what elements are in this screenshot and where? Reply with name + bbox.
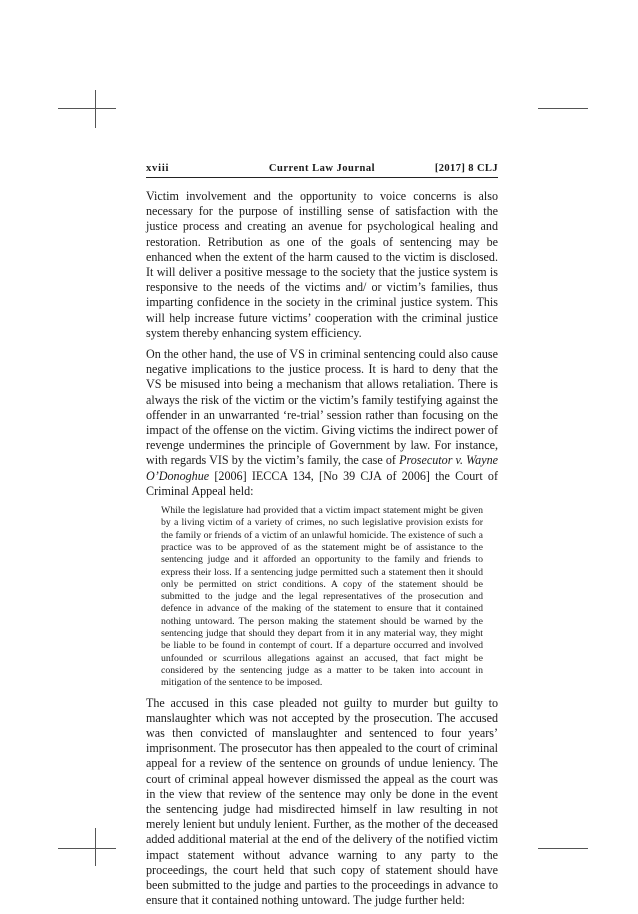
page-number: xviii bbox=[146, 163, 170, 174]
crop-mark-bottom-left-h bbox=[58, 848, 116, 849]
journal-title: Current Law Journal bbox=[268, 163, 376, 174]
crop-mark-bottom-right-h bbox=[538, 848, 588, 849]
crop-mark-top-left-v bbox=[95, 90, 96, 128]
citation: [2017] 8 CLJ bbox=[434, 163, 498, 174]
paragraph-2-citation: [2006] IECCA 134, [No 39 CJA of 2006] the Court of Criminal Appeal held: bbox=[146, 468, 498, 498]
paragraph-3: The accused in this case pleaded not guilty to murder but guilty to manslaughter which was not accepted by the prosecution. The accused was then convicted of manslaughter and sentenced to four years’ imprisonment. The prosecutor has then appealed to the court of criminal appeal for a review of the sentence on grounds of undue leniency. The court of criminal appeal however dismissed the appeal as the court was in the view that review of the sentence may only be done in the event the sentencing judge had misdirected himself in law resulting in not merely lenient but unduly lenient. Further, as the mother of the deceased added additional material at the end of the delivery of the notified victim impact statement without advance warning to any party to the proceedings, the court held that such copy of statement should have been submitted to the judge and parties to the proceedings in advance to ensure that it contained nothing untoward. The judge further held: bbox=[146, 695, 498, 908]
crop-mark-top-right-h bbox=[538, 108, 588, 109]
header-rule bbox=[146, 177, 498, 178]
page-body bbox=[146, 189, 498, 914]
running-header bbox=[146, 163, 498, 177]
paragraph-2 bbox=[146, 347, 498, 499]
case-name: Prosecutor v. Wayne O’Donoghue bbox=[146, 453, 498, 483]
crop-mark-bottom-left-v bbox=[95, 828, 96, 866]
crop-mark-top-left-h bbox=[58, 108, 116, 109]
paragraph-1: Victim involvement and the opportunity to voice concerns is also necessary for the purpose of instilling sense of satisfaction with the justice process and creating an avenue for psychological healing and restoration. Retribution as one of the goals of sentencing may be enhanced when the extent of the harm caused to the victim is disclosed. It will deliver a positive message to the society that the justice system is responsive to the needs of the victims and/ or victim’s families, thus imparting confidence in the society in the criminal justice system. This will help increase future victims’ cooperation with the criminal justice system thereby enhancing system efficiency. bbox=[146, 189, 498, 340]
block-quote: While the legislature had provided that a victim impact statement might be given by a living victim of a variety of crimes, no such legislative provision exists for the family or friends of a victim of an unlawful homicide. The existence of such a practice was to be approved of as the statement might be of assistance to the sentencing judge and it afforded an opportunity to the family and friends to express their loss. If a sentencing judge permitted such a statement then it should only be permitted on strict conditions. A copy of the statement should be submitted to the judge and the legal representatives of the prosecution and defence in advance of the making of the statement to ensure that it contained nothing untoward. The person making the statement should be warned by the sentencing judge that should they depart from it in any material way, they might be liable to be found in contempt of court. If a departure occurred and involved unfounded or scurrilous allegations against an accused, that fact might be considered by the sentencing judge as a matter to be taken into account in mitigation of the sentence to be imposed. bbox=[161, 505, 483, 689]
paragraph-2-text: On the other hand, the use of VS in criminal sentencing could also cause negative implications to the justice process. It is hard to deny that the VS be misused into being a mechanism that allows retaliation. There is always the risk of the victim or the victim’s family testifying against the offender in an unwarranted ‘re-trial’ session rather than focusing on the impact of the offense on the victim. Giving victims the indirect power of revenge undermines the principle of Government by law. For instance, with regards VIS by the victim’s family, the case of bbox=[146, 347, 498, 468]
